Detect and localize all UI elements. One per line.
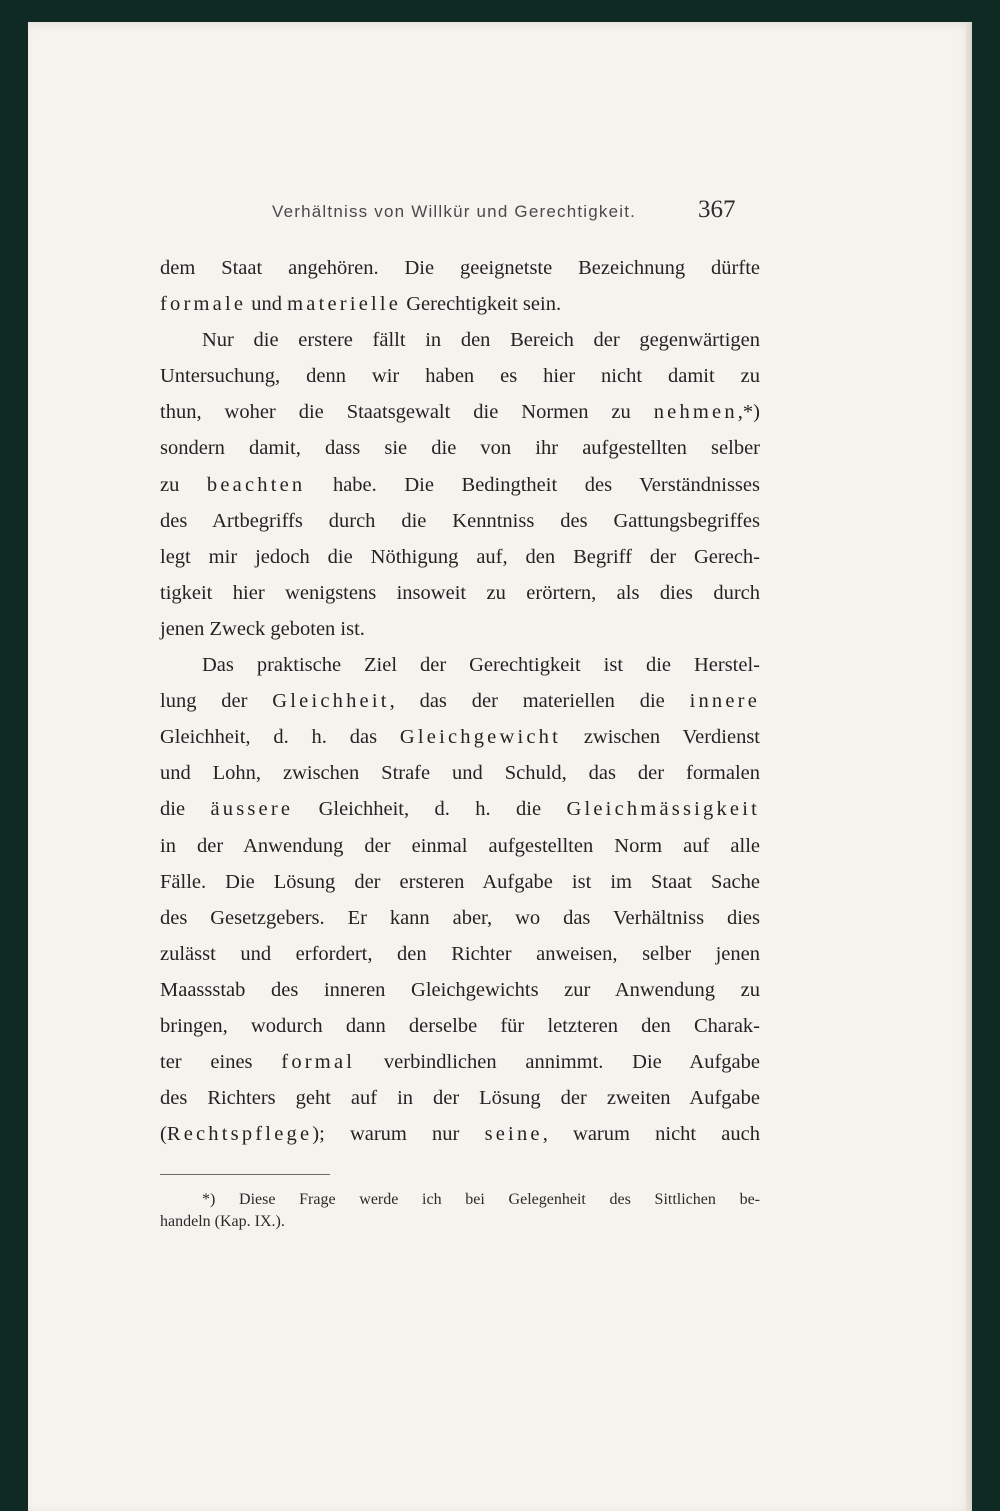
text-segment: habe. Die Bedingtheit des Verständnisses: [305, 473, 760, 496]
text-segment: legt mir jedoch die Nöthigung auf, den Begriff der Gerech-: [160, 545, 760, 568]
text-segment: ); warum nur: [312, 1123, 485, 1146]
text-segment: zu: [160, 473, 207, 496]
spaced-emphasis: nehmen: [653, 401, 738, 424]
spaced-emphasis: seine: [484, 1123, 543, 1146]
text-line: [160, 575, 760, 611]
text-segment: thun, woher die Staatsgewalt die Normen zu: [160, 401, 654, 424]
spaced-emphasis: innere: [689, 690, 760, 713]
text-line: [160, 250, 760, 286]
text-line: [160, 755, 760, 791]
text-segment: verbindlichen annimmt. Die Aufgabe: [355, 1051, 760, 1074]
text-segment: Das praktische Ziel der Gerechtigkeit ist die Herstel-: [202, 654, 760, 677]
text-line: [160, 864, 760, 900]
spaced-emphasis: Rechtspflege: [166, 1123, 313, 1146]
running-title: Verhältniss von Willkür und Gerechtigkeit.: [272, 202, 637, 221]
footnote-line: *) Diese Frage werde ich bei Gelegenheit des Sittlichen be-: [202, 1191, 760, 1208]
text-line: [160, 1044, 760, 1080]
text-segment: Gleichheit, d. h. das: [160, 726, 400, 749]
footnote: [160, 1189, 760, 1233]
text-line: [160, 1008, 760, 1044]
text-line: [160, 467, 760, 503]
footnote-line: handeln (Kap. IX.).: [160, 1213, 285, 1230]
page-number: 367: [698, 196, 736, 223]
text-segment: , das der materiellen die: [389, 690, 690, 713]
spaced-emphasis: formal: [281, 1051, 356, 1074]
text-segment: Maassstab des inneren Gleichgewichts zur Anwendung zu: [160, 978, 760, 1001]
page-edge: [966, 22, 972, 1511]
spaced-emphasis: Gleichheit: [272, 690, 390, 713]
text-segment: des Artbegriffs durch die Kenntniss des Gattungsbegriffes: [160, 509, 760, 532]
spaced-emphasis: Gleichgewicht: [399, 726, 562, 749]
text-segment: die: [160, 798, 211, 821]
footnote-rule: [160, 1174, 330, 1175]
text-line: [160, 539, 760, 575]
text-segment: Untersuchung, denn wir haben es hier nicht damit zu: [160, 365, 760, 388]
text-segment: Nur die erstere fällt in den Bereich der gegenwärtigen: [202, 329, 760, 352]
text-line: [160, 286, 760, 322]
text-segment: bringen, wodurch dann derselbe für letzteren den Charak-: [160, 1014, 760, 1037]
spaced-emphasis: Gleichmässigkeit: [566, 798, 761, 821]
spaced-emphasis: formale: [160, 293, 247, 316]
text-segment: sondern damit, dass sie die von ihr aufgestellten selber: [160, 437, 760, 460]
text-line: [160, 611, 760, 647]
text-line: [160, 683, 760, 719]
text-segment: Fälle. Die Lösung der ersteren Aufgabe ist im Staat Sache: [160, 870, 760, 893]
text-line: [160, 900, 760, 936]
spaced-emphasis: beachten: [206, 473, 306, 496]
spaced-emphasis: äussere: [210, 798, 294, 821]
text-line: [160, 791, 760, 827]
text-segment: des Gesetzgebers. Er kann aber, wo das Verhältniss dies: [160, 906, 760, 929]
text-line: [160, 503, 760, 539]
text-line: [160, 1080, 760, 1116]
text-segment: Gerechtigkeit sein.: [401, 293, 562, 316]
text-line: [160, 647, 760, 683]
text-segment: , warum nicht auch: [542, 1123, 760, 1146]
text-segment: zwischen Verdienst: [561, 726, 760, 749]
text-line: [160, 972, 760, 1008]
text-line: [160, 1116, 760, 1152]
text-segment: und Lohn, zwischen Strafe und Schuld, das der formalen: [160, 762, 760, 785]
text-segment: ter eines: [160, 1051, 282, 1074]
running-head: [28, 196, 972, 242]
text-segment: des Richters geht auf in der Lösung der zweiten Aufgabe: [160, 1087, 760, 1110]
text-line: [160, 936, 760, 972]
text-line: [160, 828, 760, 864]
spaced-emphasis: materielle: [287, 293, 402, 316]
text-segment: in der Anwendung der einmal aufgestellten Norm auf alle: [160, 834, 760, 857]
text-line: [160, 430, 760, 466]
text-segment: lung der: [160, 690, 273, 713]
text-line: [160, 322, 760, 358]
text-line: [160, 358, 760, 394]
text-segment: ,*): [737, 401, 760, 424]
book-page: [28, 22, 972, 1511]
text-segment: und: [246, 293, 288, 316]
text-segment: jenen Zweck geboten ist.: [160, 617, 365, 640]
text-segment: dem Staat angehören. Die geeignetste Bezeichnung dürfte: [160, 257, 760, 279]
body-text: [160, 250, 760, 1152]
text-line: [160, 394, 760, 430]
text-segment: Gleichheit, d. h. die: [293, 798, 567, 821]
text-line: [160, 719, 760, 755]
text-segment: zulässt und erfordert, den Richter anweisen, selber jenen: [160, 942, 760, 965]
text-segment: (: [160, 1123, 167, 1146]
text-segment: tigkeit hier wenigstens insoweit zu erörtern, als dies durch: [160, 581, 760, 604]
